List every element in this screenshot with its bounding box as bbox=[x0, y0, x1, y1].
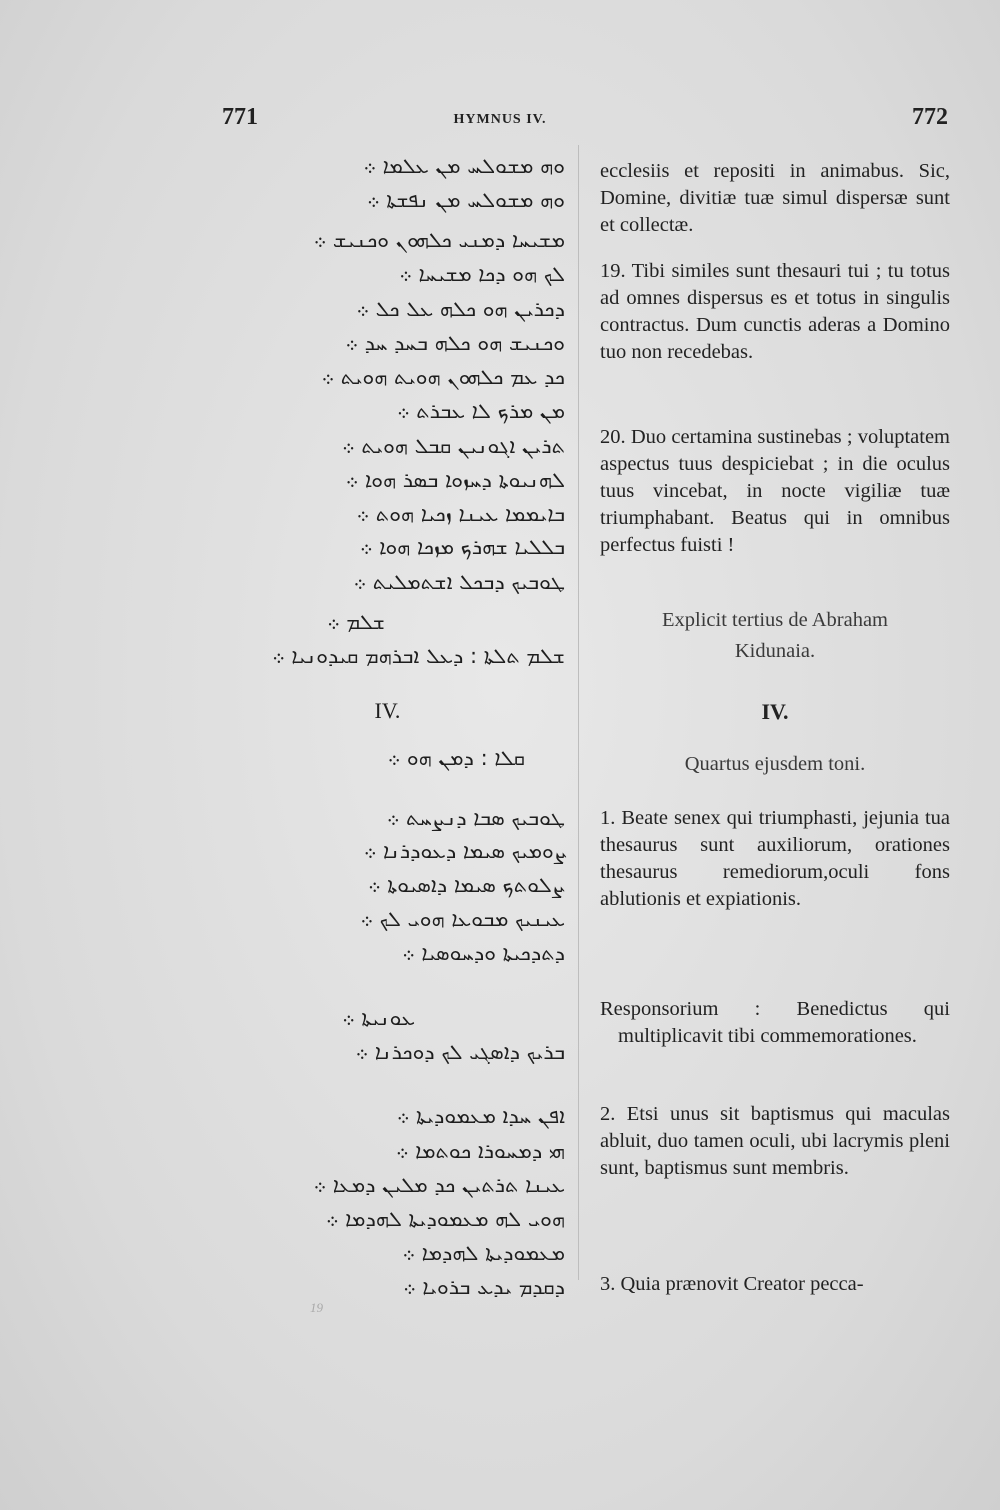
latin-paragraph-19: 19. Tibi similes sunt thesauri tui ; tu totus ad omnes dispersus es et totus in singulis contractus. Dum cunctis aderas a Domino tuo non recedebas. bbox=[600, 260, 950, 363]
syriac-line: ܡܢ ܡܪܟ ܠܐ ܥܒܪܬ ܀ bbox=[396, 399, 565, 423]
syriac-line: ܘܟܢܝܫ ܗܘ ܟܠܗ ܒܚܕ ܚܕ ܀ bbox=[345, 331, 565, 355]
syriac-line: ܥܝܢܝܟ ܡܒܘܥܐ ܗܘܝ ܠܟ ܀ bbox=[360, 907, 565, 931]
latin-block bbox=[600, 1101, 950, 1182]
latin-paragraph-20: 20. Duo certamina sustinebas ; voluptatem aspectus tuus despiciebat ; in die oculus tuus vincebat, in nocte vigiliæ tuæ triumphabant. Beatus qui in omnibus perfectus fuisti ! bbox=[600, 426, 950, 556]
explicit-line-1: Explicit tertius de Abraham bbox=[661, 609, 888, 631]
latin-block bbox=[600, 607, 950, 665]
latin-block bbox=[600, 698, 950, 725]
syriac-line: ܐܦܢ ܚܕܐ ܡܥܡܘܕܝܬܐ ܀ bbox=[396, 1104, 565, 1128]
syriac-line: ܗܝ ܕܡܚܘܪܐ ܟܘܬܡܐ ܀ bbox=[395, 1139, 565, 1163]
page-number-right: 772 bbox=[912, 104, 948, 130]
syriac-explicit: ܫܠܡ ܬܠܬܐ : ܕܥܠ ܐܒܪܗܡ ܩܝܕܘܢܝܐ ܀ bbox=[272, 644, 565, 668]
syriac-line: ܕܩܕܡ ܝܕܥ ܒܪܘܝܐ ܀ bbox=[403, 1275, 565, 1299]
latin-column bbox=[600, 158, 950, 239]
syriac-line: ܨܠܘܬܟ ܣܝܡܐ ܕܐܣܝܘܬܐ ܀ bbox=[367, 873, 565, 897]
syriac-line: ܡܫܝܚܐ ܕܡܢܝ ܟܠܗܘܢ ܘܟܢܝܫ ܀ bbox=[313, 228, 565, 252]
explicit-line-2: Kidunaia. bbox=[734, 640, 816, 662]
syriac-response-label: ܥܘܢܝܬܐ ܀ bbox=[342, 1006, 415, 1030]
latin-block bbox=[600, 805, 950, 913]
syriac-line: ܠܗܢܝܘܬܐ ܕܚܙܘܐ ܒܣܪ ܗܘܐ ܀ bbox=[345, 468, 565, 492]
syriac-line: ܕܟܪܝܢ ܗܘ ܟܠܗ ܥܠ ܟܠ ܀ bbox=[356, 297, 565, 321]
syriac-explicit: ܫܠܡ ܀ bbox=[327, 610, 385, 634]
latin-block bbox=[600, 996, 950, 1050]
syriac-line: ܠܟ ܗܘ ܕܟܐ ܡܫܝܚܐ ܀ bbox=[399, 262, 565, 286]
syriac-line: ܨܘܡܝܟ ܣܝܡܐ ܕܥܘܕܪܢܐ ܀ bbox=[363, 839, 565, 863]
latin-block bbox=[600, 258, 950, 366]
syriac-line: ܛܘܒܝܟ ܣܒܐ ܕܢܨܚܬ ܀ bbox=[386, 806, 565, 830]
syriac-line: ܒܠܠܝܐ ܫܗܪܟ ܡܙܟܐ ܗܘܐ ܀ bbox=[359, 535, 565, 559]
latin-stanza-1: 1. Beate senex qui triumphasti, jejunia tua thesaurus sunt auxiliorum, orationes thesaurus remediorum,oculi fons ablutionis et expiationis. bbox=[600, 807, 950, 910]
latin-block bbox=[600, 1271, 950, 1298]
column-divider bbox=[578, 145, 579, 1280]
latin-tone: Quartus ejusdem toni. bbox=[684, 753, 866, 775]
syriac-line: ܡܥܡܘܕܝܬܐ ܠܗܕܡܐ ܀ bbox=[402, 1241, 565, 1265]
syriac-line: ܬܪܝܢ ܐܓܘܢܝܢ ܩܒܠ ܗܘܝܬ ܀ bbox=[342, 434, 565, 458]
syriac-line: ܛܘܒܝܟ ܕܒܟܠ ܐܫܬܡܠܝܬ ܀ bbox=[353, 570, 565, 594]
syriac-tone-line: ܩܠܐ : ܕܡܢ ܗܘ ܀ bbox=[387, 746, 525, 770]
page-number-left: 771 bbox=[222, 104, 258, 130]
syriac-response: ܒܪܝܟ ܕܐܣܓܝ ܠܟ ܕܘܟܪܢܐ ܀ bbox=[355, 1040, 565, 1064]
syriac-line: ܕܬܕܟܝܬܐ ܘܕܚܘܣܝܐ ܀ bbox=[402, 941, 565, 965]
syriac-line: ܒܐܝܡܡܐ ܥܝܢܐ ܙܟܝܐ ܗܘܬ ܀ bbox=[356, 502, 565, 526]
latin-block bbox=[600, 424, 950, 559]
syriac-line: ܘܗ ܡܫܘܠܚ ܡܢ ܢܦܫܬܐ ܀ bbox=[366, 188, 565, 212]
latin-stanza-2: 2. Etsi unus sit baptismus qui maculas abluit, duo tamen oculi, ubi lacrymis pleni sunt, baptismus sunt membris. bbox=[600, 1103, 950, 1179]
latin-block bbox=[600, 751, 950, 778]
syriac-line: ܘܗ ܡܫܘܠܚ ܡܢ ܥܠܡܐ ܀ bbox=[363, 154, 565, 178]
syriac-line: ܟܕ ܥܡ ܟܠܗܘܢ ܗܘܝܬ ܗܘܝܬ ܀ bbox=[321, 365, 565, 389]
latin-paragraph: ecclesiis et repositi in animabus. Sic, Domine, divitiæ tuæ simul dispersæ sunt et collectæ. bbox=[600, 160, 950, 236]
latin-responsorium: Responsorium : Benedictus qui multiplicavit tibi commemorationes. bbox=[600, 998, 950, 1047]
syriac-hymn-number: IV. bbox=[374, 698, 401, 723]
show-through-folio: 19 bbox=[310, 1300, 323, 1315]
latin-stanza-3: 3. Quia prænovit Creator pecca- bbox=[600, 1273, 864, 1295]
syriac-line: ܥܝܢܐ ܬܪܬܝܢ ܟܕ ܡܠܝܢ ܕܡܥܐ ܀ bbox=[313, 1173, 565, 1197]
running-head: HYMNUS IV. bbox=[453, 112, 547, 127]
syriac-line: ܗܘܝ ܠܗ ܡܥܡܘܕܝܬܐ ܠܗܕܡܐ ܀ bbox=[325, 1207, 565, 1231]
latin-hymn-number: IV. bbox=[761, 699, 789, 724]
